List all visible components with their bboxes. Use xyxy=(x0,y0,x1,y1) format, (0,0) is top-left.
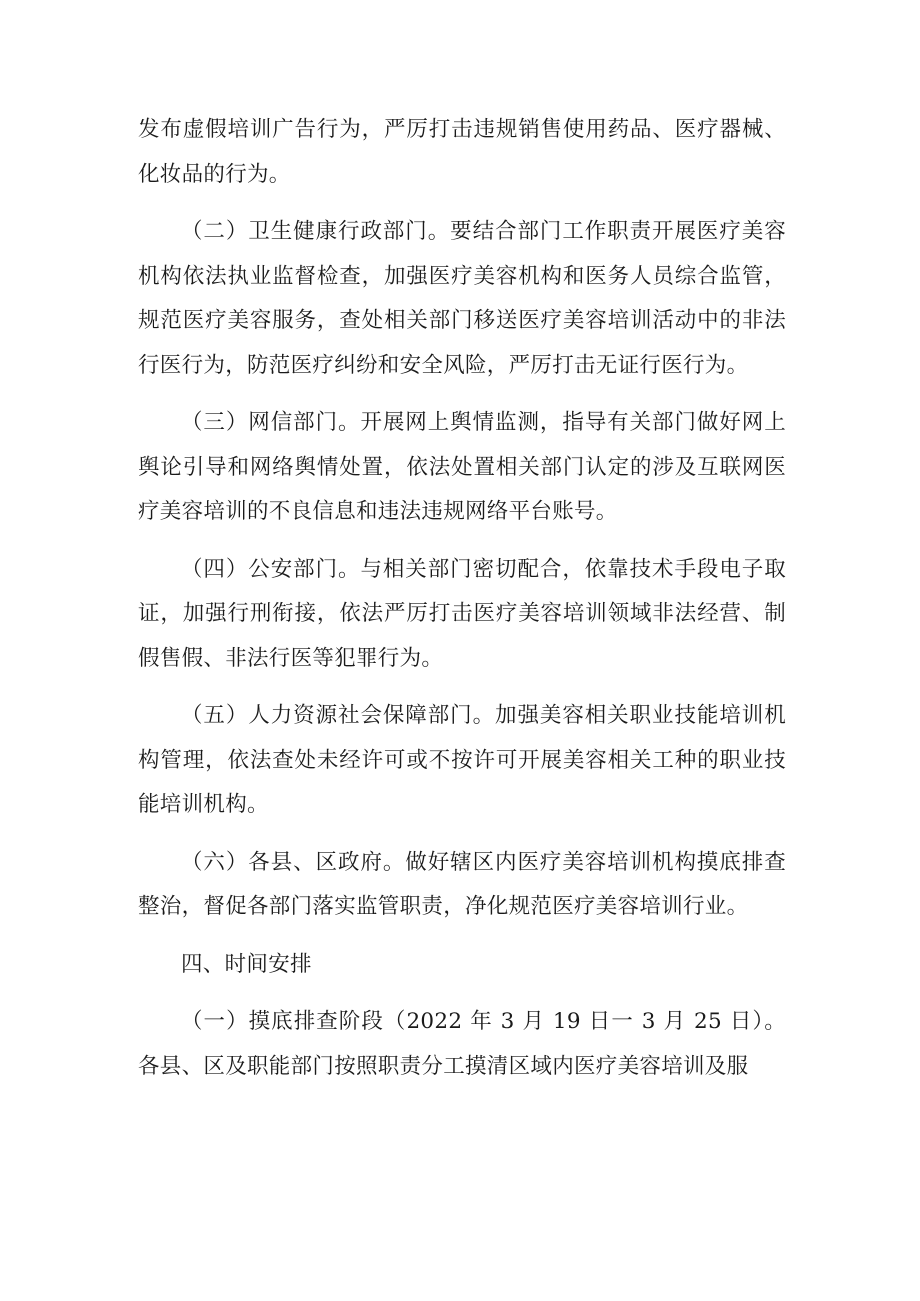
document-body xyxy=(138,108,786,1089)
paragraph-cyberspace-department: （三）网信部门。开展网上舆情监测，指导有关部门做好网上舆论引导和网络舆情处置，依法处置相关部门认定的涉及互联网医疗美容培训的不良信息和违法违规网络平台账号。 xyxy=(138,410,786,524)
section-heading-schedule: 四、时间安排 xyxy=(181,951,312,977)
paragraph-continuation: 发布虚假培训广告行为，严厉打击违规销售使用药品、医疗器械、化妆品的行为。 xyxy=(138,117,786,187)
paragraph-health-department: （二）卫生健康行政部门。要结合部门工作职责开展医疗美容机构依法执业监督检查，加强医疗美容机构和医务人员综合监管，规范医疗美容服务，查处相关部门移送医疗美容培训活动中的非法行医行为，防范医疗纠纷和安全风险，严厉打击无证行医行为。 xyxy=(138,219,786,378)
paragraph-human-resources: （五）人力资源社会保障部门。加强美容相关职业技能培训机构管理，依法查处未经许可或不按许可开展美容相关工种的职业技能培训机构。 xyxy=(138,703,786,817)
paragraph-county-government: （六）各县、区政府。做好辖区内医疗美容培训机构摸底排查整治，督促各部门落实监管职责，净化规范医疗美容培训行业。 xyxy=(138,849,786,919)
paragraph-public-security: （四）公安部门。与相关部门密切配合，依靠技术手段电子取证，加强行刑衔接，依法严厉打击医疗美容培训领域非法经营、制假售假、非法行医等犯罪行为。 xyxy=(138,556,786,671)
paragraph-investigation-stage: （一）摸底排查阶段（2022 年 3 月 19 日一 3 月 25 日）。各县、区及职能部门按照职责分工摸清区域内医疗美容培训及服 xyxy=(138,1009,786,1079)
